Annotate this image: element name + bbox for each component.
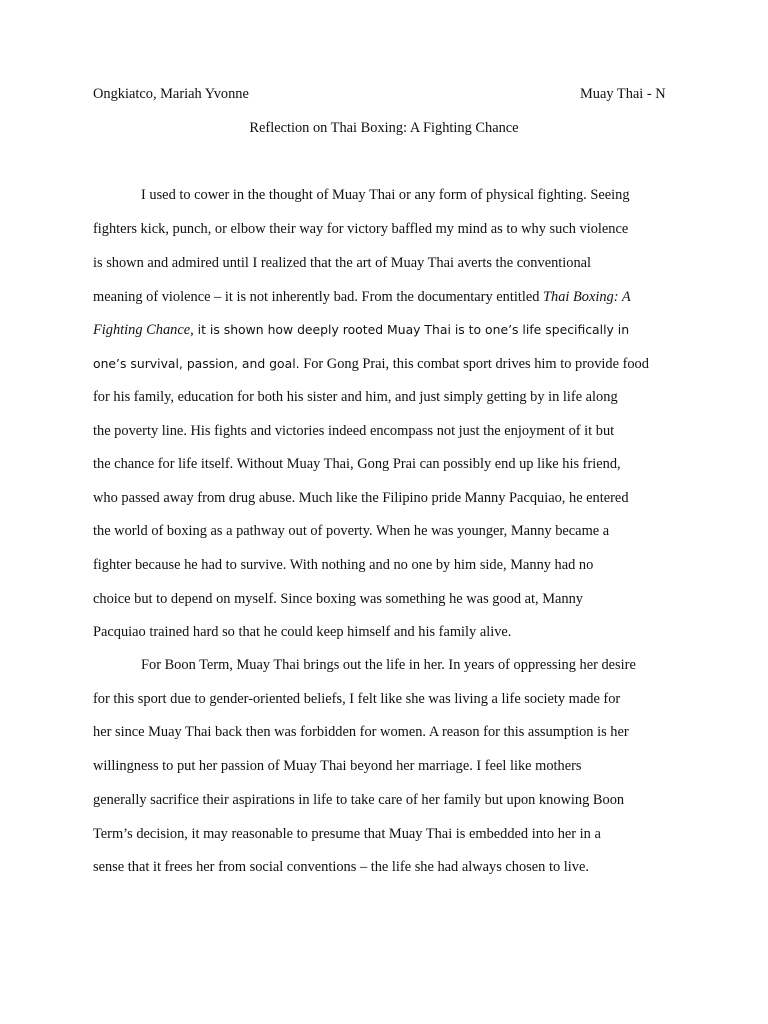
- text-line: fighters kick, punch, or elbow their way for victory baffled my mind as to why such violence: [93, 221, 629, 237]
- text-line: sense that it frees her from social conventions – the life she had always chosen to live.: [93, 859, 589, 875]
- text-line: for his family, education for both his sister and him, and just simply getting by in life along: [93, 389, 618, 405]
- documentary-title: Thai Boxing: A: [543, 289, 631, 305]
- text-line: Pacquiao trained hard so that he could keep himself and his family alive.: [93, 624, 512, 640]
- text-segment: it is shown how deeply rooted Muay Thai is to one’s life specifically in: [193, 322, 630, 337]
- page-title: Reflection on Thai Boxing: A Fighting Chance: [249, 120, 519, 136]
- author-name: Ongkiatco, Mariah Yvonne: [93, 86, 249, 102]
- documentary-title: Fighting Chance,: [93, 322, 194, 338]
- text-line: I used to cower in the thought of Muay Thai or any form of physical fighting. Seeing: [141, 187, 630, 203]
- text-segment: For Gong Prai, this combat sport drives him to provide food: [299, 356, 649, 372]
- text-line: the world of boxing as a pathway out of poverty. When he was younger, Manny became a: [93, 523, 610, 539]
- text-line: For Boon Term, Muay Thai brings out the life in her. In years of oppressing her desire: [141, 657, 636, 673]
- text-line: fighter because he had to survive. With nothing and no one by him side, Manny had no: [93, 557, 594, 573]
- text-line: is shown and admired until I realized that the art of Muay Thai averts the conventional: [93, 255, 592, 271]
- text-line: [93, 356, 649, 373]
- text-line: [93, 322, 629, 339]
- text-line: who passed away from drug abuse. Much like the Filipino pride Manny Pacquiao, he entered: [93, 490, 629, 506]
- text-line: for this sport due to gender-oriented beliefs, I felt like she was living a life society made for: [93, 691, 621, 707]
- course-label: Muay Thai - N: [580, 86, 666, 102]
- text-line: generally sacrifice their aspirations in life to take care of her family but upon knowing Boon: [93, 792, 625, 808]
- text-line: willingness to put her passion of Muay Thai beyond her marriage. I feel like mothers: [93, 758, 582, 774]
- text-line: Term’s decision, it may reasonable to presume that Muay Thai is embedded into her in a: [93, 826, 601, 842]
- text-line: her since Muay Thai back then was forbidden for women. A reason for this assumption is her: [93, 724, 629, 740]
- text-segment: meaning of violence – it is not inherently bad. From the documentary entitled: [93, 289, 543, 305]
- text-line: [93, 289, 631, 306]
- text-line: the chance for life itself. Without Muay Thai, Gong Prai can possibly end up like his friend,: [93, 456, 621, 472]
- text-line: the poverty line. His fights and victories indeed encompass not just the enjoyment of it but: [93, 423, 615, 439]
- text-line: choice but to depend on myself. Since boxing was something he was good at, Manny: [93, 591, 583, 607]
- text-segment: one’s survival, passion, and goal.: [93, 356, 300, 371]
